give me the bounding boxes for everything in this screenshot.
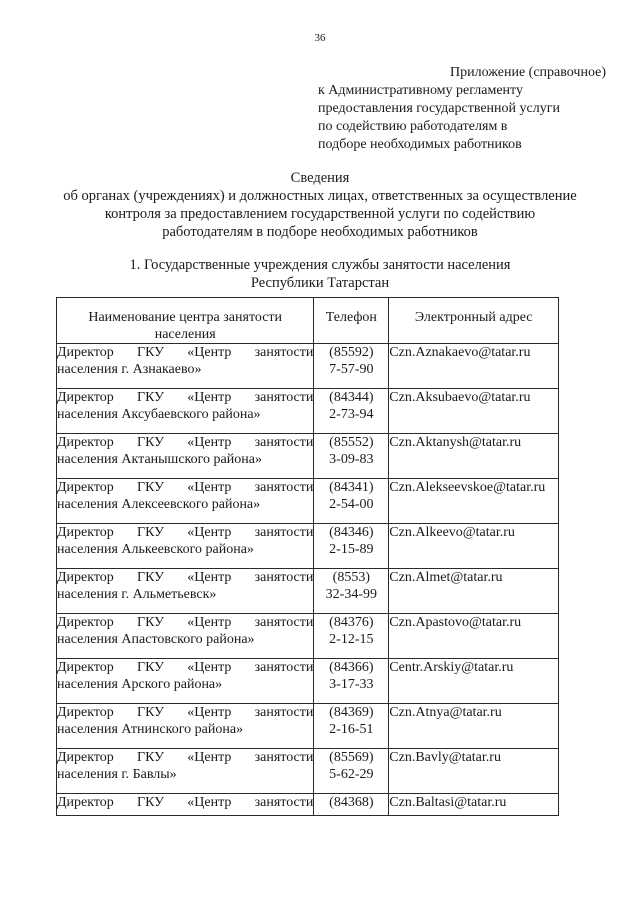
phone-number: 5-62-29 (329, 767, 374, 782)
center-name-line: Директор ГКУ «Центр занятости (57, 435, 314, 450)
phone-code: (84368) (329, 795, 374, 810)
center-name-cell (57, 389, 314, 434)
heading-line: контроля за предоставлением государственной услуги по содействию (104, 206, 536, 222)
phone-code: (84344) (329, 390, 374, 405)
phone-cell (314, 434, 389, 479)
appendix-title: Приложение (справочное) (450, 65, 606, 80)
appendix-line: к Административному регламенту (318, 83, 523, 98)
center-name-line: Директор ГКУ «Центр занятости (57, 390, 314, 405)
table-row (57, 749, 559, 794)
table-body (57, 344, 559, 816)
phone-cell (314, 704, 389, 749)
center-name-line: населения г. Бавлы» (57, 767, 177, 782)
heading-line: об органах (учреждениях) и должностных лицах, ответственных за осуществление (63, 188, 577, 204)
phone-number: 7-57-90 (329, 362, 374, 377)
email-cell: Czn.Aksubaevo@tatar.ru (389, 389, 559, 434)
center-name-line: населения Атнинского района» (57, 722, 244, 737)
table-row (57, 569, 559, 614)
appendix-line: предоставления государственной услуги (318, 101, 560, 116)
phone-code: (8553) (332, 570, 370, 585)
section-heading (40, 256, 600, 292)
section-title: 1. Государственные учреждения службы занятости населения (129, 257, 511, 273)
center-name-cell (57, 524, 314, 569)
center-name-cell (57, 749, 314, 794)
phone-code: (84346) (329, 525, 374, 540)
phone-number: 2-12-15 (329, 632, 374, 647)
table-row (57, 659, 559, 704)
phone-number: 3-09-83 (329, 452, 374, 467)
email-cell: Centr.Arskiy@tatar.ru (389, 659, 559, 704)
center-name-cell (57, 479, 314, 524)
phone-number: 2-54-00 (329, 497, 374, 512)
table-row (57, 794, 559, 816)
table-row (57, 704, 559, 749)
center-name-cell (57, 794, 314, 816)
table-header-row (57, 298, 559, 344)
phone-code: (85569) (329, 750, 374, 765)
phone-code: (84366) (329, 660, 374, 675)
center-name-line: населения Арского района» (57, 677, 223, 692)
center-name-line: Директор ГКУ «Центр занятости (57, 660, 314, 675)
email-cell: Czn.Almet@tatar.ru (389, 569, 559, 614)
phone-cell (314, 749, 389, 794)
center-name-line: населения г. Азнакаево» (57, 362, 202, 377)
email-cell: Czn.Apastovo@tatar.ru (389, 614, 559, 659)
heading-line: работодателям в подборе необходимых работников (162, 224, 478, 240)
section-subtitle: Республики Татарстан (250, 275, 390, 291)
email-cell: Czn.Alkeevo@tatar.ru (389, 524, 559, 569)
center-name-cell (57, 434, 314, 479)
center-name-line: Директор ГКУ «Центр занятости (57, 480, 314, 495)
table-row (57, 614, 559, 659)
center-name-line: населения Алексеевского района» (57, 497, 261, 512)
center-name-cell (57, 344, 314, 389)
column-header-name-line: населения (154, 327, 216, 342)
email-cell: Czn.Baltasi@tatar.ru (389, 794, 559, 816)
document-heading (40, 169, 600, 241)
center-name-line: населения Актанышского района» (57, 452, 262, 467)
phone-number: 3-17-33 (329, 677, 374, 692)
employment-centers-table (56, 297, 559, 816)
email-cell: Czn.Alekseevskoe@tatar.ru (389, 479, 559, 524)
phone-code: (84341) (329, 480, 374, 495)
center-name-cell (57, 569, 314, 614)
phone-cell (314, 569, 389, 614)
phone-number: 32-34-99 (325, 587, 377, 602)
center-name-line: населения Алькеевского района» (57, 542, 254, 557)
center-name-cell (57, 704, 314, 749)
center-name-line: Директор ГКУ «Центр занятости (57, 750, 314, 765)
page-number: 36 (314, 32, 326, 44)
phone-cell (314, 389, 389, 434)
phone-cell (314, 479, 389, 524)
table-row (57, 524, 559, 569)
phone-cell (314, 794, 389, 816)
column-header-name-line: Наименование центра занятости (88, 310, 283, 325)
center-name-line: населения Аксубаевского района» (57, 407, 261, 422)
phone-number: 2-73-94 (329, 407, 374, 422)
appendix-line: по содействию работодателям в (318, 119, 508, 134)
appendix-note (318, 64, 608, 154)
phone-number: 2-15-89 (329, 542, 374, 557)
center-name-line: Директор ГКУ «Центр занятости (57, 570, 314, 585)
phone-code: (84376) (329, 615, 374, 630)
center-name-line: Директор ГКУ «Центр занятости (57, 345, 314, 360)
appendix-line: подборе необходимых работников (318, 137, 522, 152)
column-header-email: Электронный адрес (389, 298, 559, 344)
email-cell: Czn.Atnya@tatar.ru (389, 704, 559, 749)
center-name-line: населения г. Альметьевск» (57, 587, 217, 602)
phone-code: (84369) (329, 705, 374, 720)
phone-number: 2-16-51 (329, 722, 374, 737)
table-row (57, 344, 559, 389)
center-name-cell (57, 614, 314, 659)
email-cell: Czn.Aktanysh@tatar.ru (389, 434, 559, 479)
phone-code: (85552) (329, 435, 374, 450)
phone-cell (314, 659, 389, 704)
center-name-line: Директор ГКУ «Центр занятости (57, 615, 314, 630)
heading-title: Сведения (290, 170, 350, 186)
center-name-line: Директор ГКУ «Центр занятости (57, 705, 314, 720)
center-name-line: Директор ГКУ «Центр занятости (57, 525, 314, 540)
center-name-line: населения Апастовского района» (57, 632, 255, 647)
center-name-line: Директор ГКУ «Центр занятости (57, 795, 314, 810)
email-cell: Czn.Bavly@tatar.ru (389, 749, 559, 794)
table-row (57, 479, 559, 524)
column-header-phone: Телефон (314, 298, 389, 344)
phone-cell (314, 614, 389, 659)
phone-cell (314, 344, 389, 389)
email-cell: Czn.Aznakaevo@tatar.ru (389, 344, 559, 389)
phone-cell (314, 524, 389, 569)
table-row (57, 434, 559, 479)
center-name-cell (57, 659, 314, 704)
table-row (57, 389, 559, 434)
column-header-name (57, 298, 314, 344)
phone-code: (85592) (329, 345, 374, 360)
